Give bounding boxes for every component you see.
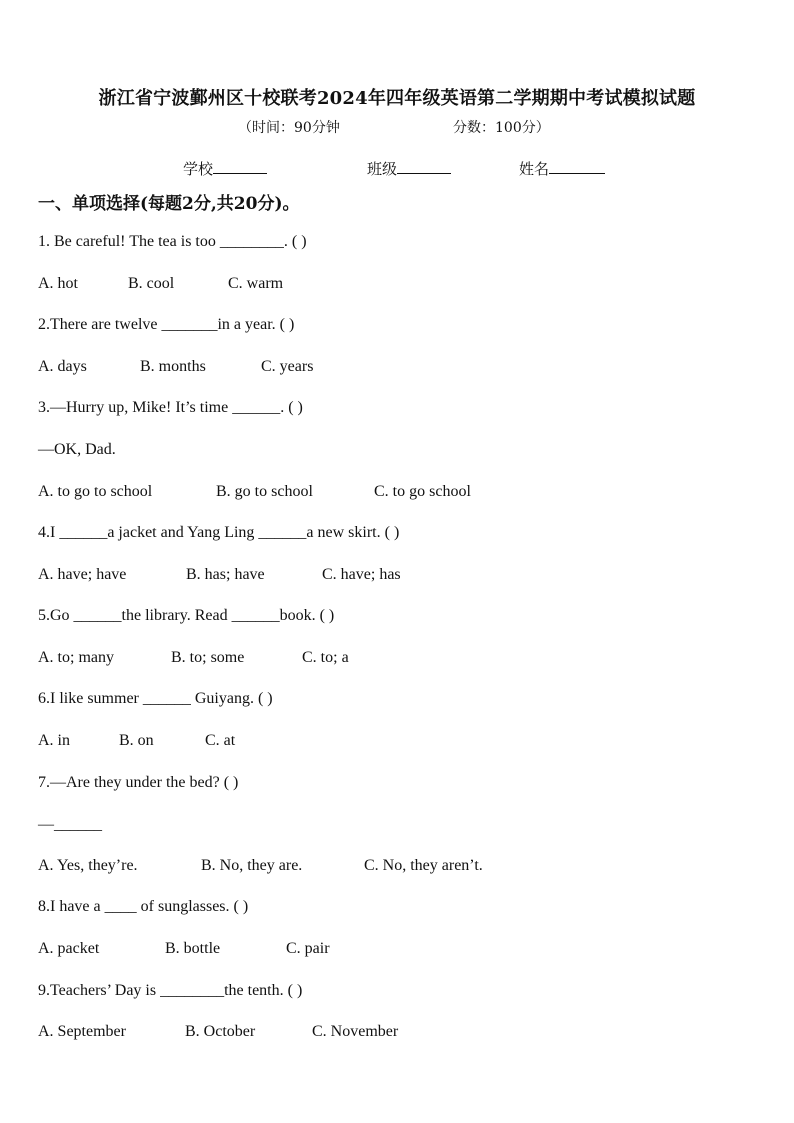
question-7-stem: 7.—Are they under the bed? ( ) (38, 774, 239, 791)
question-6-stem: 6.I like summer ______ Guiyang. ( ) (38, 690, 273, 707)
option-c[interactable]: C. warm (228, 275, 284, 292)
question-7-options (38, 857, 483, 875)
option-c[interactable]: C. have; has (322, 566, 401, 583)
question-4-stem: 4.I ______a jacket and Yang Ling ______a new skirt. ( ) (38, 524, 400, 541)
option-b[interactable]: B. on (119, 732, 154, 749)
question-1-stem: 1. Be careful! The tea is too ________. ( ) (38, 233, 307, 250)
option-a[interactable]: A. packet (38, 940, 100, 957)
question-8-options (38, 940, 330, 958)
class-label: 班级 (367, 160, 398, 178)
name-field (519, 158, 605, 179)
option-c[interactable]: C. November (312, 1023, 399, 1040)
question-4-options (38, 566, 401, 584)
option-c[interactable]: C. to go school (374, 483, 471, 500)
exam-score: 分数：100分） (453, 120, 550, 136)
option-b[interactable]: B. to; some (171, 649, 245, 666)
option-a[interactable]: A. Yes, they’re. (38, 857, 138, 874)
option-c[interactable]: C. No, they aren’t. (364, 857, 483, 874)
option-a[interactable]: A. September (38, 1023, 126, 1040)
name-label: 姓名 (519, 160, 550, 178)
option-b[interactable]: B. has; have (186, 566, 265, 583)
option-b[interactable]: B. October (185, 1023, 256, 1040)
option-b[interactable]: B. No, they are. (201, 857, 303, 874)
option-b[interactable]: B. months (140, 358, 206, 375)
option-a[interactable]: A. hot (38, 275, 78, 292)
page-title: 浙江省宁波鄞州区十校联考2024年四年级英语第二学期期中考试模拟试题 (98, 88, 696, 109)
school-field (183, 158, 267, 179)
question-5-stem: 5.Go ______the library. Read ______book. ( ) (38, 607, 335, 624)
option-b[interactable]: B. go to school (216, 483, 313, 500)
school-blank[interactable] (213, 159, 267, 174)
question-9-stem: 9.Teachers’ Day is ________the tenth. ( ) (38, 982, 303, 999)
question-1-options (38, 275, 284, 293)
option-a[interactable]: A. to go to school (38, 483, 153, 500)
class-blank[interactable] (397, 159, 451, 174)
question-3-stem: 3.—Hurry up, Mike! It’s time ______. ( ) (38, 399, 303, 416)
question-8-stem: 8.I have a ____ of sunglasses. ( ) (38, 898, 249, 915)
option-b[interactable]: B. bottle (165, 940, 221, 957)
option-b[interactable]: B. cool (128, 275, 175, 292)
class-field (367, 158, 451, 179)
question-7-reply: —______ (38, 816, 102, 833)
school-label: 学校 (183, 160, 214, 178)
option-c[interactable]: C. to; a (302, 649, 349, 666)
question-3-reply: —OK, Dad. (38, 441, 116, 458)
exam-time: （时间：90分钟 (238, 120, 340, 136)
option-c[interactable]: C. years (261, 358, 314, 375)
question-2-options (38, 358, 314, 376)
name-blank[interactable] (549, 159, 605, 174)
option-c[interactable]: C. pair (286, 940, 330, 957)
question-6-options (38, 732, 236, 750)
option-c[interactable]: C. at (205, 732, 236, 749)
option-a[interactable]: A. have; have (38, 566, 127, 583)
option-a[interactable]: A. to; many (38, 649, 114, 666)
option-a[interactable]: A. days (38, 358, 87, 375)
question-9-options (38, 1023, 399, 1041)
question-2-stem: 2.There are twelve _______in a year. ( ) (38, 316, 295, 333)
option-a[interactable]: A. in (38, 732, 70, 749)
question-3-options (38, 483, 471, 501)
section-heading: 一、单项选择(每题2分,共20分)。 (38, 194, 300, 214)
question-5-options (38, 649, 349, 667)
